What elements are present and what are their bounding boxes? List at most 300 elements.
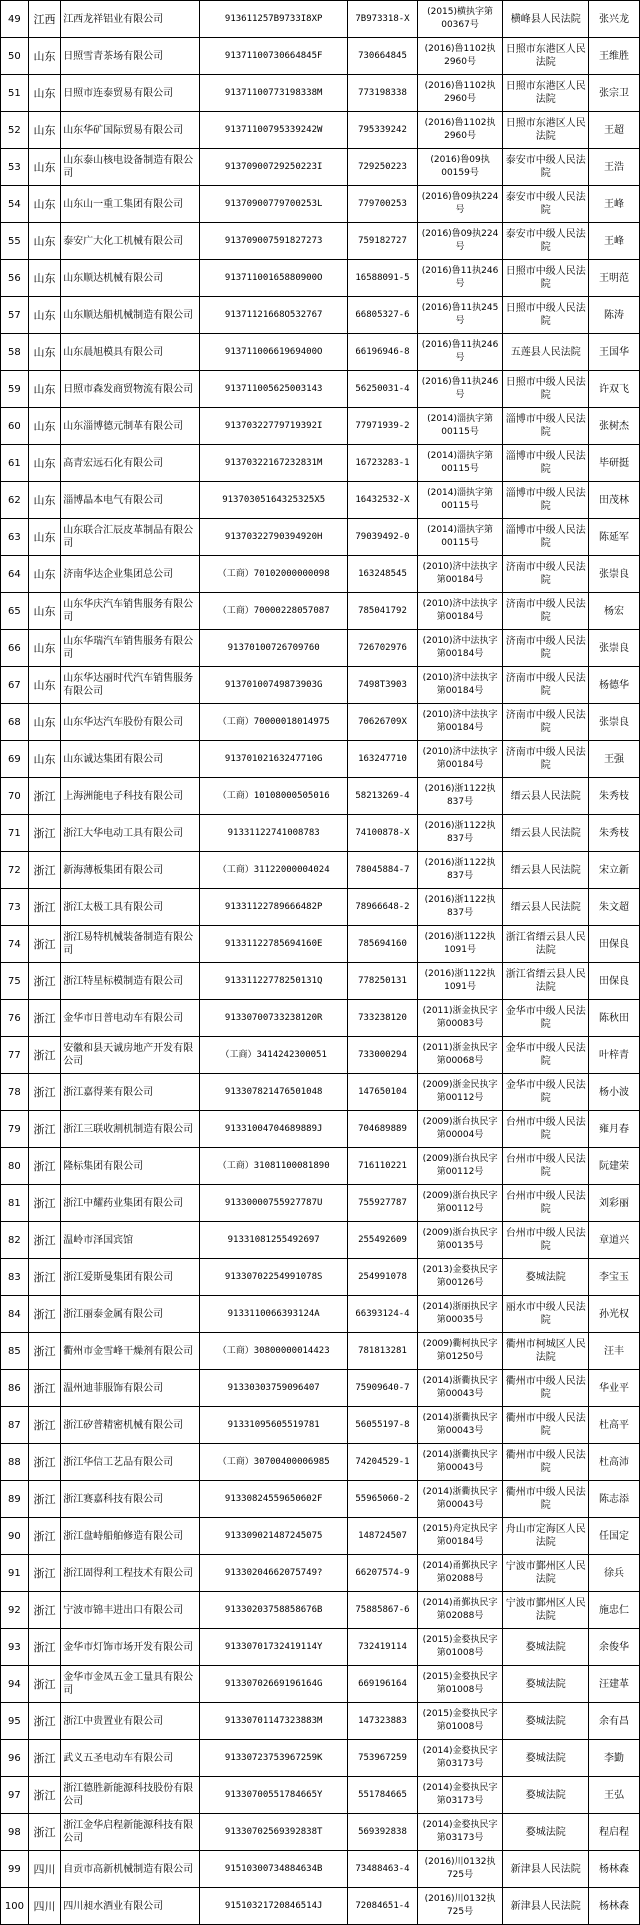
table-row — [1, 371, 640, 408]
legal-rep-cell: 华业平 — [589, 1370, 640, 1407]
court-name-cell: 舟山市定海区人民法院 — [503, 1518, 589, 1555]
row-number: 94 — [1, 1666, 29, 1703]
court-name-cell: 衢州市中级人民法院 — [503, 1407, 589, 1444]
case-number-cell: (2016)鲁11执246号 — [417, 334, 503, 371]
org-code-cell: 7B973318-X — [348, 1, 417, 38]
province-cell: 浙江 — [28, 1481, 60, 1518]
court-name-cell: 金华市中级人民法院 — [503, 1037, 589, 1074]
province-cell: 浙江 — [28, 852, 60, 889]
case-number-cell: (2011)浙金执民字第00083号 — [417, 1000, 503, 1037]
org-code-cell: 732419114 — [348, 1629, 417, 1666]
province-cell: 山东 — [28, 75, 60, 112]
row-number: 73 — [1, 889, 29, 926]
province-cell: 山东 — [28, 260, 60, 297]
court-name-cell: 缙云县人民法院 — [503, 815, 589, 852]
org-code-cell: 77971939-2 — [348, 408, 417, 445]
table-row — [1, 112, 640, 149]
province-cell: 浙江 — [28, 1296, 60, 1333]
credit-code-cell: （工商）30800000014423 — [200, 1333, 348, 1370]
table-row — [1, 1, 640, 38]
row-number: 50 — [1, 38, 29, 75]
company-name-cell: 浙江爱斯曼集团有限公司 — [61, 1259, 200, 1296]
table-row — [1, 38, 640, 75]
row-number: 100 — [1, 1888, 29, 1925]
court-name-cell: 衢州市柯城区人民法院 — [503, 1333, 589, 1370]
credit-code-cell: 913611257B9733I8XP — [200, 1, 348, 38]
row-number: 67 — [1, 667, 29, 704]
province-cell: 山东 — [28, 556, 60, 593]
court-name-cell: 淄博市中级人民法院 — [503, 482, 589, 519]
province-cell: 浙江 — [28, 1518, 60, 1555]
court-name-cell: 淄博市中级人民法院 — [503, 445, 589, 482]
case-number-cell: (2009)浙台执民字第00112号 — [417, 1148, 503, 1185]
table-row — [1, 1185, 640, 1222]
table-row — [1, 408, 640, 445]
province-cell: 浙江 — [28, 1148, 60, 1185]
case-number-cell: (2016)浙1122执837号 — [417, 778, 503, 815]
row-number: 78 — [1, 1074, 29, 1111]
case-number-cell: (2015)舟定执民字第00184号 — [417, 1518, 503, 1555]
court-name-cell: 日照市东港区人民法院 — [503, 112, 589, 149]
case-number-cell: (2016)鲁1102执2960号 — [417, 112, 503, 149]
org-code-cell: 785041792 — [348, 593, 417, 630]
province-cell: 四川 — [28, 1888, 60, 1925]
org-code-cell: 78966648-2 — [348, 889, 417, 926]
court-name-cell: 金华市中级人民法院 — [503, 1074, 589, 1111]
court-name-cell: 婺城法院 — [503, 1740, 589, 1777]
org-code-cell: 66207574-9 — [348, 1555, 417, 1592]
legal-rep-cell: 徐兵 — [589, 1555, 640, 1592]
province-cell: 浙江 — [28, 1407, 60, 1444]
credit-code-cell: 91330702569392838T — [200, 1814, 348, 1851]
legal-rep-cell: 王弘 — [589, 1777, 640, 1814]
legal-rep-cell: 王强 — [589, 741, 640, 778]
case-number-cell: (2014)甬鄞执民字第02088号 — [417, 1592, 503, 1629]
table-row — [1, 556, 640, 593]
org-code-cell: 704689889 — [348, 1111, 417, 1148]
company-name-cell: 浙江华信工艺品有限公司 — [61, 1444, 200, 1481]
org-code-cell: 66393124-4 — [348, 1296, 417, 1333]
legal-rep-cell: 刘彩丽 — [589, 1185, 640, 1222]
table-row — [1, 297, 640, 334]
legal-rep-cell: 杨小波 — [589, 1074, 640, 1111]
company-name-cell: 山东泰山核电设备制造有限公司 — [61, 149, 200, 186]
court-name-cell: 台州市中级人民法院 — [503, 1222, 589, 1259]
company-name-cell: 淄博晶本电气有限公司 — [61, 482, 200, 519]
table-row — [1, 334, 640, 371]
court-name-cell: 台州市中级人民法院 — [503, 1148, 589, 1185]
court-name-cell: 婺城法院 — [503, 1629, 589, 1666]
court-name-cell: 缙云县人民法院 — [503, 852, 589, 889]
province-cell: 山东 — [28, 408, 60, 445]
table-row — [1, 1814, 640, 1851]
credit-code-cell: 91331122785694160E — [200, 926, 348, 963]
court-name-cell: 日照市中级人民法院 — [503, 371, 589, 408]
row-number: 76 — [1, 1000, 29, 1037]
court-name-cell: 淄博市中级人民法院 — [503, 408, 589, 445]
row-number: 77 — [1, 1037, 29, 1074]
province-cell: 浙江 — [28, 963, 60, 1000]
court-name-cell: 五莲县人民法院 — [503, 334, 589, 371]
credit-code-cell: 913709007591827273 — [200, 223, 348, 260]
org-code-cell: 733000294 — [348, 1037, 417, 1074]
case-number-cell: (2014)浙衢执民字第00043号 — [417, 1407, 503, 1444]
province-cell: 浙江 — [28, 1259, 60, 1296]
province-cell: 浙江 — [28, 926, 60, 963]
table-row — [1, 445, 640, 482]
province-cell: 浙江 — [28, 1444, 60, 1481]
legal-rep-cell: 汪建革 — [589, 1666, 640, 1703]
legal-rep-cell: 王维胜 — [589, 38, 640, 75]
legal-rep-cell: 任国定 — [589, 1518, 640, 1555]
legal-rep-cell: 陈志添 — [589, 1481, 640, 1518]
case-number-cell: (2016)鲁1102执2960号 — [417, 38, 503, 75]
province-cell: 山东 — [28, 223, 60, 260]
legal-rep-cell: 王峰 — [589, 223, 640, 260]
court-name-cell: 浙江省缙云县人民法院 — [503, 926, 589, 963]
case-number-cell: (2014)淄执字第00115号 — [417, 519, 503, 556]
table-row — [1, 519, 640, 556]
org-code-cell: 58213269-4 — [348, 778, 417, 815]
legal-rep-cell: 朱文超 — [589, 889, 640, 926]
row-number: 92 — [1, 1592, 29, 1629]
org-code-cell: 669196164 — [348, 1666, 417, 1703]
court-name-cell: 泰安市中级人民法院 — [503, 223, 589, 260]
company-name-cell: 温州迪菲服饰有限公司 — [61, 1370, 200, 1407]
case-number-cell: (2014)淄执字第00115号 — [417, 482, 503, 519]
legal-rep-cell: 宋立新 — [589, 852, 640, 889]
credit-code-cell: 91370322167232831M — [200, 445, 348, 482]
table-row — [1, 1888, 640, 1925]
legal-rep-cell: 雍月春 — [589, 1111, 640, 1148]
court-name-cell: 宁波市鄞州区人民法院 — [503, 1592, 589, 1629]
org-code-cell: 795339242 — [348, 112, 417, 149]
case-number-cell: (2010)济中法执字第00184号 — [417, 556, 503, 593]
row-number: 69 — [1, 741, 29, 778]
credit-code-cell: 91331081255492697 — [200, 1222, 348, 1259]
credit-code-cell: 91370100749873903G — [200, 667, 348, 704]
company-name-cell: 日照市森发商贸物流有限公司 — [61, 371, 200, 408]
credit-code-cell: 91510321720846514J — [200, 1888, 348, 1925]
case-number-cell: (2010)济中法执字第00184号 — [417, 741, 503, 778]
legal-rep-cell: 王浩 — [589, 149, 640, 186]
table-row — [1, 778, 640, 815]
company-name-cell: 日照雪青茶场有限公司 — [61, 38, 200, 75]
credit-code-cell: 91370100726709760 — [200, 630, 348, 667]
credit-code-cell: 913307821476501048 — [200, 1074, 348, 1111]
table-row — [1, 963, 640, 1000]
case-number-cell: (2014)浙衢执民字第00043号 — [417, 1444, 503, 1481]
row-number: 96 — [1, 1740, 29, 1777]
org-code-cell: 726702976 — [348, 630, 417, 667]
org-code-cell: 74204529-1 — [348, 1444, 417, 1481]
company-name-cell: 山东诚达集团有限公司 — [61, 741, 200, 778]
org-code-cell: 716110221 — [348, 1148, 417, 1185]
credit-code-cell: 91371121668O532767 — [200, 297, 348, 334]
table-row — [1, 1333, 640, 1370]
row-number: 88 — [1, 1444, 29, 1481]
row-number: 68 — [1, 704, 29, 741]
company-name-cell: 江西龙祥铝业有限公司 — [61, 1, 200, 38]
table-row — [1, 815, 640, 852]
company-name-cell: 衢州市金雪峰干燥剂有限公司 — [61, 1333, 200, 1370]
row-number: 89 — [1, 1481, 29, 1518]
org-code-cell: 66805327-6 — [348, 297, 417, 334]
credit-code-cell: 91330700551784665Y — [200, 1777, 348, 1814]
company-name-cell: 浙江特星标模制造有限公司 — [61, 963, 200, 1000]
company-name-cell: 济南华达企业集团总公司 — [61, 556, 200, 593]
table-row — [1, 1740, 640, 1777]
company-name-cell: 山东华达汽车股份有限公司 — [61, 704, 200, 741]
table-row — [1, 1037, 640, 1074]
org-code-cell: 148724507 — [348, 1518, 417, 1555]
province-cell: 山东 — [28, 593, 60, 630]
legal-rep-cell: 陈秋田 — [589, 1000, 640, 1037]
credit-code-cell: 91371100165880900O — [200, 260, 348, 297]
legal-rep-cell: 李宝玉 — [589, 1259, 640, 1296]
province-cell: 山东 — [28, 630, 60, 667]
credit-code-cell: （工商）70000018014975 — [200, 704, 348, 741]
province-cell: 浙江 — [28, 1666, 60, 1703]
case-number-cell: (2016)浙1122执1091号 — [417, 963, 503, 1000]
court-name-cell: 济南市中级人民法院 — [503, 556, 589, 593]
row-number: 93 — [1, 1629, 29, 1666]
table-row — [1, 1444, 640, 1481]
company-name-cell: 山东顺达船机械制造有限公司 — [61, 297, 200, 334]
company-name-cell: 浙江矽普精密机械有限公司 — [61, 1407, 200, 1444]
row-number: 64 — [1, 556, 29, 593]
table-row — [1, 1148, 640, 1185]
row-number: 66 — [1, 630, 29, 667]
credit-code-cell: 91330203758858676B — [200, 1592, 348, 1629]
court-name-cell: 衢州市中级人民法院 — [503, 1370, 589, 1407]
legal-rep-cell: 杨德华 — [589, 667, 640, 704]
province-cell: 浙江 — [28, 1333, 60, 1370]
company-name-cell: 浙江中耀药业集团有限公司 — [61, 1185, 200, 1222]
row-number: 80 — [1, 1148, 29, 1185]
legal-rep-cell: 张宗卫 — [589, 75, 640, 112]
org-code-cell: 730664845 — [348, 38, 417, 75]
company-name-cell: 山东华矿国际贸易有限公司 — [61, 112, 200, 149]
legal-rep-cell: 杨林森 — [589, 1888, 640, 1925]
legal-rep-cell: 张崇良 — [589, 630, 640, 667]
case-number-cell: (2009)浙金民执字第00112号 — [417, 1074, 503, 1111]
case-number-cell: (2016)鲁11执246号 — [417, 371, 503, 408]
row-number: 51 — [1, 75, 29, 112]
row-number: 83 — [1, 1259, 29, 1296]
row-number: 57 — [1, 297, 29, 334]
company-name-cell: 高青宏远石化有限公司 — [61, 445, 200, 482]
legal-rep-cell: 张树杰 — [589, 408, 640, 445]
province-cell: 浙江 — [28, 1370, 60, 1407]
court-name-cell: 缙云县人民法院 — [503, 889, 589, 926]
credit-code-cell: 91370102163247710G — [200, 741, 348, 778]
credit-code-cell: （工商）3414242300051 — [200, 1037, 348, 1074]
case-number-cell: (2016)鲁09执224号 — [417, 186, 503, 223]
org-code-cell: 72084651-4 — [348, 1888, 417, 1925]
org-code-cell: 729250223 — [348, 149, 417, 186]
case-number-cell: (2014)浙衢执民字第00043号 — [417, 1370, 503, 1407]
table-row — [1, 186, 640, 223]
credit-code-cell: 91330701147323883M — [200, 1703, 348, 1740]
org-code-cell: 56055197-8 — [348, 1407, 417, 1444]
province-cell: 浙江 — [28, 815, 60, 852]
row-number: 95 — [1, 1703, 29, 1740]
legal-rep-cell: 朱秀枝 — [589, 815, 640, 852]
table-row — [1, 149, 640, 186]
case-number-cell: (2009)浙台执民字第00135号 — [417, 1222, 503, 1259]
legal-rep-cell: 余俊华 — [589, 1629, 640, 1666]
org-code-cell: 733238120 — [348, 1000, 417, 1037]
credit-code-cell: （工商）70000228057087 — [200, 593, 348, 630]
org-code-cell: 56250031-4 — [348, 371, 417, 408]
legal-rep-cell: 许双飞 — [589, 371, 640, 408]
table-row — [1, 1111, 640, 1148]
province-cell: 浙江 — [28, 1185, 60, 1222]
court-name-cell: 浙江省缙云县人民法院 — [503, 963, 589, 1000]
org-code-cell: 70626709X — [348, 704, 417, 741]
org-code-cell: 779700253 — [348, 186, 417, 223]
row-number: 81 — [1, 1185, 29, 1222]
case-number-cell: (2014)淄执字第00115号 — [417, 408, 503, 445]
province-cell: 山东 — [28, 741, 60, 778]
province-cell: 浙江 — [28, 1222, 60, 1259]
credit-code-cell: 91371100773198338M — [200, 75, 348, 112]
province-cell: 山东 — [28, 667, 60, 704]
province-cell: 浙江 — [28, 1111, 60, 1148]
case-number-cell: (2010)济中法执字第00184号 — [417, 704, 503, 741]
credit-code-cell: 91331122789666482P — [200, 889, 348, 926]
org-code-cell: 551784665 — [348, 1777, 417, 1814]
row-number: 84 — [1, 1296, 29, 1333]
legal-rep-cell: 汪丰 — [589, 1333, 640, 1370]
province-cell: 山东 — [28, 519, 60, 556]
org-code-cell: 163247710 — [348, 741, 417, 778]
legal-rep-cell: 杜高平 — [589, 1407, 640, 1444]
org-code-cell: 569392838 — [348, 1814, 417, 1851]
credit-code-cell: 91330700733238120R — [200, 1000, 348, 1037]
company-name-cell: 浙江易特机械装备制造有限公司 — [61, 926, 200, 963]
company-name-cell: 浙江固得利工程技术有限公司 — [61, 1555, 200, 1592]
row-number: 59 — [1, 371, 29, 408]
province-cell: 山东 — [28, 149, 60, 186]
credit-code-cell: 91331004704689889J — [200, 1111, 348, 1148]
org-code-cell: 55965060-2 — [348, 1481, 417, 1518]
org-code-cell: 785694160 — [348, 926, 417, 963]
court-name-cell: 日照市中级人民法院 — [503, 260, 589, 297]
row-number: 79 — [1, 1111, 29, 1148]
case-number-cell: (2016)川0132执725号 — [417, 1851, 503, 1888]
province-cell: 浙江 — [28, 1703, 60, 1740]
case-number-cell: (2016)鲁09执224号 — [417, 223, 503, 260]
court-name-cell: 婺城法院 — [503, 1259, 589, 1296]
case-number-cell: (2014)金婺执民字第03173号 — [417, 1740, 503, 1777]
court-name-cell: 丽水市中级人民法院 — [503, 1296, 589, 1333]
org-code-cell: 75909640-7 — [348, 1370, 417, 1407]
row-number: 99 — [1, 1851, 29, 1888]
org-code-cell: 7498T3903 — [348, 667, 417, 704]
case-number-cell: (2016)鲁11执246号 — [417, 260, 503, 297]
court-name-cell: 济南市中级人民法院 — [503, 704, 589, 741]
table-row — [1, 630, 640, 667]
case-number-cell: (2010)济中法执字第00184号 — [417, 667, 503, 704]
legal-rep-cell: 毕研挺 — [589, 445, 640, 482]
province-cell: 山东 — [28, 371, 60, 408]
legal-rep-cell: 杜高沛 — [589, 1444, 640, 1481]
province-cell: 山东 — [28, 704, 60, 741]
case-number-cell: (2010)济中法执字第00184号 — [417, 630, 503, 667]
row-number: 75 — [1, 963, 29, 1000]
case-number-cell: (2014)金婺执民字第03173号 — [417, 1777, 503, 1814]
company-name-cell: 浙江太极工具有限公司 — [61, 889, 200, 926]
case-number-cell: (2016)浙1122执1091号 — [417, 926, 503, 963]
table-row — [1, 1518, 640, 1555]
table-row — [1, 926, 640, 963]
credit-code-cell: 91330824559650602F — [200, 1481, 348, 1518]
province-cell: 浙江 — [28, 1555, 60, 1592]
company-name-cell: 金华市日普电动车有限公司 — [61, 1000, 200, 1037]
company-name-cell: 金华市金凤五金工量具有限公司 — [61, 1666, 200, 1703]
court-name-cell: 济南市中级人民法院 — [503, 630, 589, 667]
court-name-cell: 婺城法院 — [503, 1666, 589, 1703]
case-number-cell: (2014)浙丽执民字第00035号 — [417, 1296, 503, 1333]
court-name-cell: 婺城法院 — [503, 1814, 589, 1851]
court-name-cell: 济南市中级人民法院 — [503, 667, 589, 704]
company-name-cell: 浙江金华启程新能源科技有限公司 — [61, 1814, 200, 1851]
table-row — [1, 260, 640, 297]
province-cell: 浙江 — [28, 889, 60, 926]
company-name-cell: 浙江盘峙船舶修造有限公司 — [61, 1518, 200, 1555]
company-name-cell: 新海薄板集团有限公司 — [61, 852, 200, 889]
court-name-cell: 新津县人民法院 — [503, 1851, 589, 1888]
legal-rep-cell: 田保良 — [589, 963, 640, 1000]
org-code-cell: 255492609 — [348, 1222, 417, 1259]
court-name-cell: 婺城法院 — [503, 1777, 589, 1814]
province-cell: 浙江 — [28, 1074, 60, 1111]
org-code-cell: 781813281 — [348, 1333, 417, 1370]
company-name-cell: 山东华庆汽车销售服务有限公司 — [61, 593, 200, 630]
province-cell: 浙江 — [28, 1777, 60, 1814]
company-name-cell: 武义五圣电动车有限公司 — [61, 1740, 200, 1777]
court-name-cell: 宁波市鄞州区人民法院 — [503, 1555, 589, 1592]
credit-code-cell: （工商）31081100081890 — [200, 1148, 348, 1185]
table-row — [1, 889, 640, 926]
credit-code-cell: 91370900729250223I — [200, 149, 348, 186]
table-row — [1, 704, 640, 741]
court-name-cell: 新津县人民法院 — [503, 1888, 589, 1925]
case-number-cell: (2015)横执字第00367号 — [417, 1, 503, 38]
court-name-cell: 衢州市中级人民法院 — [503, 1481, 589, 1518]
credit-code-cell: 91510300734884634B — [200, 1851, 348, 1888]
company-name-cell: 浙江赛嘉科技有限公司 — [61, 1481, 200, 1518]
company-name-cell: 浙江嘉得莱有限公司 — [61, 1074, 200, 1111]
legal-rep-cell: 杨宏 — [589, 593, 640, 630]
case-number-cell: (2014)金婺执民字第03173号 — [417, 1814, 503, 1851]
credit-code-cell: 91330000755927787U — [200, 1185, 348, 1222]
row-number: 62 — [1, 482, 29, 519]
credit-code-cell: 91370900779700253L — [200, 186, 348, 223]
court-name-cell: 台州市中级人民法院 — [503, 1111, 589, 1148]
row-number: 54 — [1, 186, 29, 223]
legal-rep-cell: 阮建荣 — [589, 1148, 640, 1185]
row-number: 91 — [1, 1555, 29, 1592]
case-number-cell: (2015)金婺执民字第01008号 — [417, 1629, 503, 1666]
credit-code-cell: 91371100730664845F — [200, 38, 348, 75]
province-cell: 浙江 — [28, 1814, 60, 1851]
org-code-cell: 759182727 — [348, 223, 417, 260]
credit-code-cell: （工商）31122000004024 — [200, 852, 348, 889]
case-number-cell: (2016)浙1122执837号 — [417, 889, 503, 926]
